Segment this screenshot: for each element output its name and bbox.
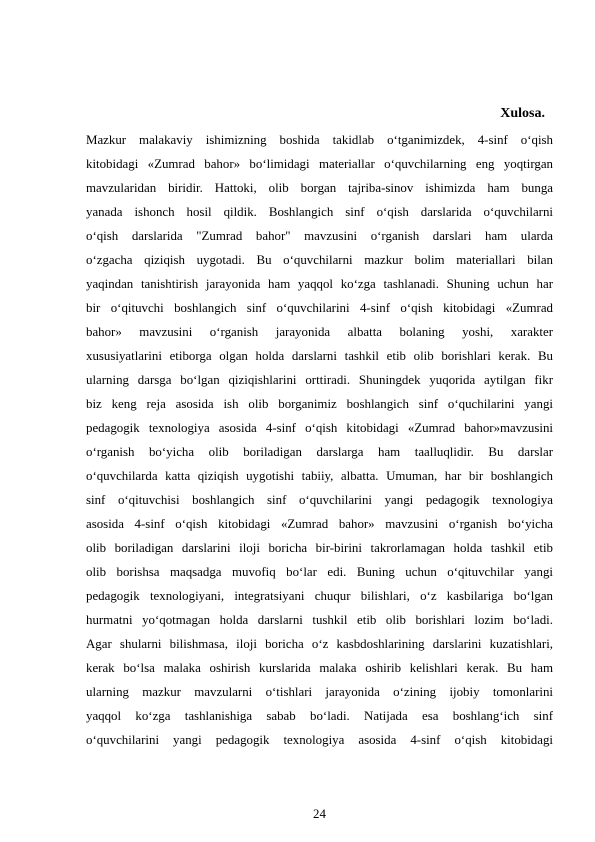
text-line: oʻzgacha qiziqish uygotadi. Bu oʻquvchilarni mazkur bolim materiallari bilan [86, 253, 553, 267]
text-line: biz keng reja asosida ish olib borganimiz boshlangich sinf oʻquchilarini yangi [86, 397, 553, 411]
body-paragraph [86, 128, 553, 752]
text-line: bahor» mavzusini oʻrganish jarayonida albatta bolaning yoshi, xarakter [86, 325, 553, 339]
text-line: yaqindan tanishtirish jarayonida ham yaqqol koʻzga tashlanadi. Shuning uchun har [86, 277, 553, 291]
text-line: pedagogik texnologiyani, integratsiyani chuqur bilishlari, oʻz kasbilariga boʻlgan [86, 589, 553, 603]
text-line: oʻquvchilarda katta qiziqish uygotishi tabiiy, albatta. Umuman, har bir boshlangich [86, 469, 553, 483]
text-line: oʻrganish boʻyicha olib boriladigan darslarga ham taalluqlidir. Bu darslar [86, 445, 553, 459]
section-heading: Xulosa. [500, 106, 545, 121]
text-line: yaqqol koʻzga tashlanishiga sabab boʻladi. Natijada esa boshlangʻich sinf [86, 709, 553, 723]
text-line: olib boriladigan darslarini iloji boricha bir-birini takrorlamagan holda tashkil etib [86, 541, 553, 555]
text-line: sinf oʻqituvchisi boshlangich sinf oʻquvchilarini yangi pedagogik texnologiya [86, 493, 553, 507]
text-line: ularning mazkur mavzularni oʻtishlari jarayonida oʻzining ijobiy tomonlarini [86, 685, 553, 699]
text-line: Mazkur malakaviy ishimizning boshida takidlab oʻtganimizdek, 4-sinf oʻqish [86, 133, 553, 147]
text-line: kitobidagi «Zumrad bahor» boʻlimidagi materiallar oʻquvchilarning eng yoqtirgan [86, 157, 553, 171]
text-line: bir oʻqituvchi boshlangich sinf oʻquvchilarini 4-sinf oʻqish kitobidagi «Zumrad [86, 301, 553, 315]
text-line: oʻquvchilarini yangi pedagogik texnologiya asosida 4-sinf oʻqish kitobidagi [86, 733, 553, 747]
text-line: xususiyatlarini etiborga olgan holda darslarni tashkil etib olib borishlari kerak. Bu [86, 349, 553, 363]
page-number: 24 [313, 807, 326, 821]
text-line: ularning darsga boʻlgan qiziqishlarini orttiradi. Shuningdek yuqorida aytilgan fikr [86, 373, 553, 387]
text-line: kerak boʻlsa malaka oshirish kurslarida malaka oshirib kelishlari kerak. Bu ham [86, 661, 553, 675]
text-line: hurmatni yoʻqotmagan holda darslarni tushkil etib olib borishlari lozim boʻladi. [86, 613, 553, 627]
text-line: asosida 4-sinf oʻqish kitobidagi «Zumrad bahor» mavzusini oʻrganish boʻyicha [86, 517, 553, 531]
text-line: Agar shularni bilishmasa, iloji boricha oʻz kasbdoshlarining darslarini kuzatishlari, [86, 637, 553, 651]
text-line: oʻqish darslarida "Zumrad bahor" mavzusini oʻrganish darslari ham ularda [86, 229, 553, 243]
text-line: pedagogik texnologiya asosida 4-sinf oʻqish kitobidagi «Zumrad bahor»mavzusini [86, 421, 553, 435]
text-line: olib borishsa maqsadga muvofiq boʻlar edi. Buning uchun oʻqituvchilar yangi [86, 565, 553, 579]
text-line: mavzularidan biridir. Hattoki, olib borgan tajriba-sinov ishimizda ham bunga [86, 181, 553, 195]
text-line: yanada ishonch hosil qildik. Boshlangich sinf oʻqish darslarida oʻquvchilarni [86, 205, 553, 219]
